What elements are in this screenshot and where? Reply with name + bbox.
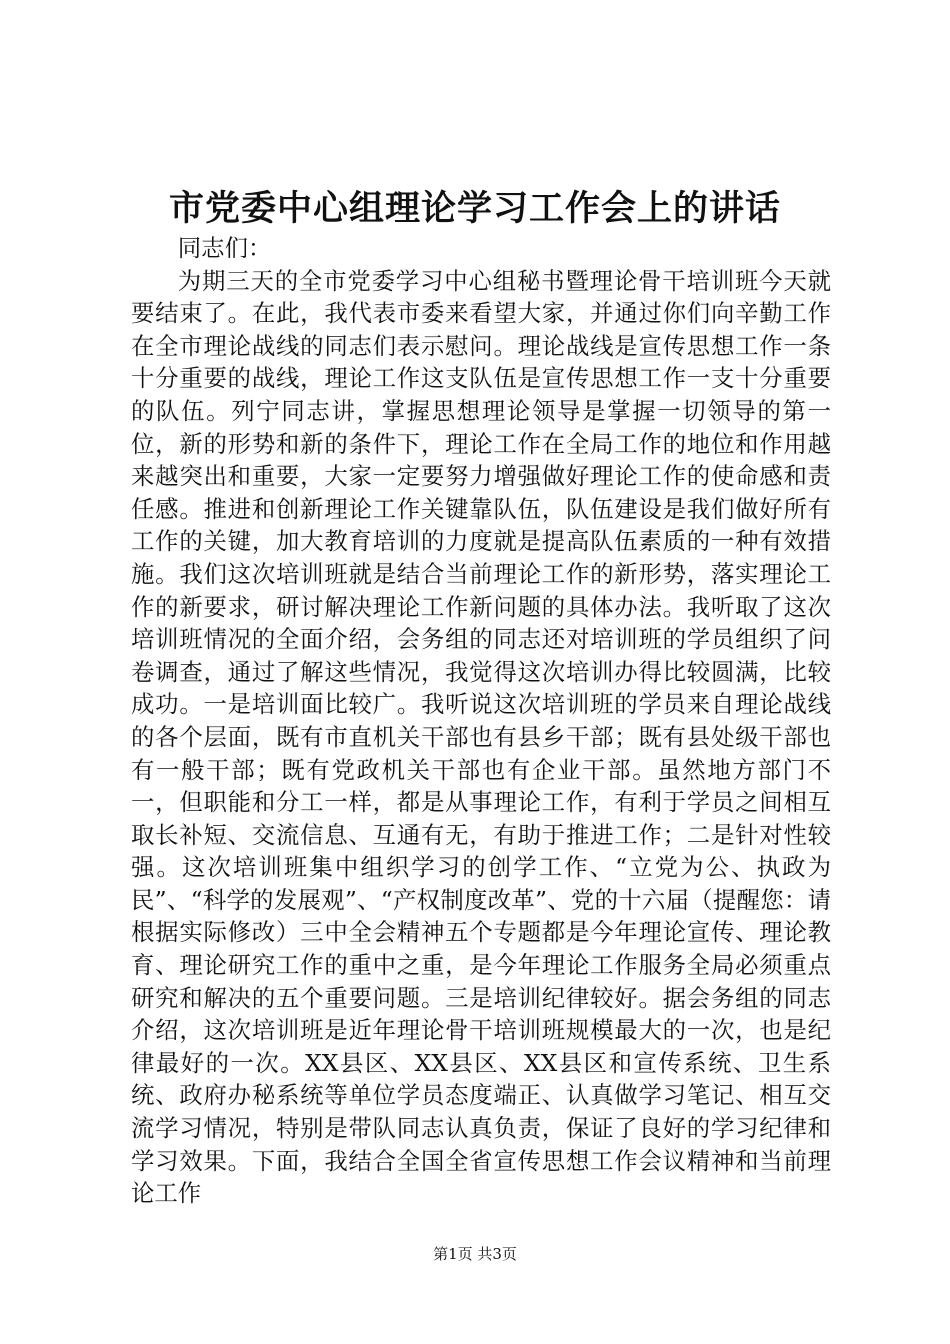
salutation: 同志们： [177,234,272,262]
page-footer: 第1页 共3页 [433,1245,517,1263]
document-body [131,232,831,1210]
document-title: 市党委中心组理论学习工作会上的讲话 [168,188,781,229]
body-paragraph: 为期三天的全市党委学习中心组秘书暨理论骨干培训班今天就要结束了。在此，我代表市委来看望大家，并通过你们向辛勤工作在全市理论战线的同志们表示慰问。理论战线是宣传思想工作一条十分重要的战线，理论工作这支队伍是宣传思想工作一支十分重要的队伍。列宁同志讲，掌握思想理论领导是掌握一切领导的第一位，新的形势和新的条件下，理论工作在全局工作的地位和作用越来越突出和重要，大家一定要努力增强做好理论工作的使命感和责任感。推进和创新理论工作关键靠队伍，队伍建设是我们做好所有工作的关键，加大教育培训的力度就是提高队伍素质的一种有效措施。我们这次培训班就是结合当前理论工作的新形势，落实理论工作的新要求，研讨解决理论工作新问题的具体办法。我听取了这次培训班情况的全面介绍，会务组的同志还对培训班的学员组织了问卷调查，通过了解这些情况，我觉得这次培训办得比较圆满，比较成功。一是培训面比较广。我听说这次培训班的学员来自理论战线的各个层面，既有市直机关干部也有县乡干部；既有县处级干部也有一般干部；既有党政机关干部也有企业干部。虽然地方部门不一，但职能和分工一样，都是从事理论工作，有利于学员之间相互取长补短、交流信息、互通有无，有助于推进工作；二是针对性较强。这次培训班集中组织学习的创学工作、“立党为公、执政为民”、“科学的发展观”、“产权制度改革”、党的十六届（提醒您：请根据实际修改）三中全会精神五个专题都是今年理论宣传、理论教育、理论研究工作的重中之重，是今年理论工作服务全局必须重点研究和解决的五个重要问题。三是培训纪律较好。据会务组的同志介绍，这次培训班是近年理论骨干培训班规模最大的一次，也是纪律最好的一次。XX县区、XX县区、XX县区和宣传系统、卫生系统、政府办秘系统等单位学员态度端正、认真做学习笔记、相互交流学习情况，特别是带队同志认真负责，保证了良好的学习纪律和学习效果。下面，我结合全国全省宣传思想工作会议精神和当前理论工作 [131,266,831,1208]
